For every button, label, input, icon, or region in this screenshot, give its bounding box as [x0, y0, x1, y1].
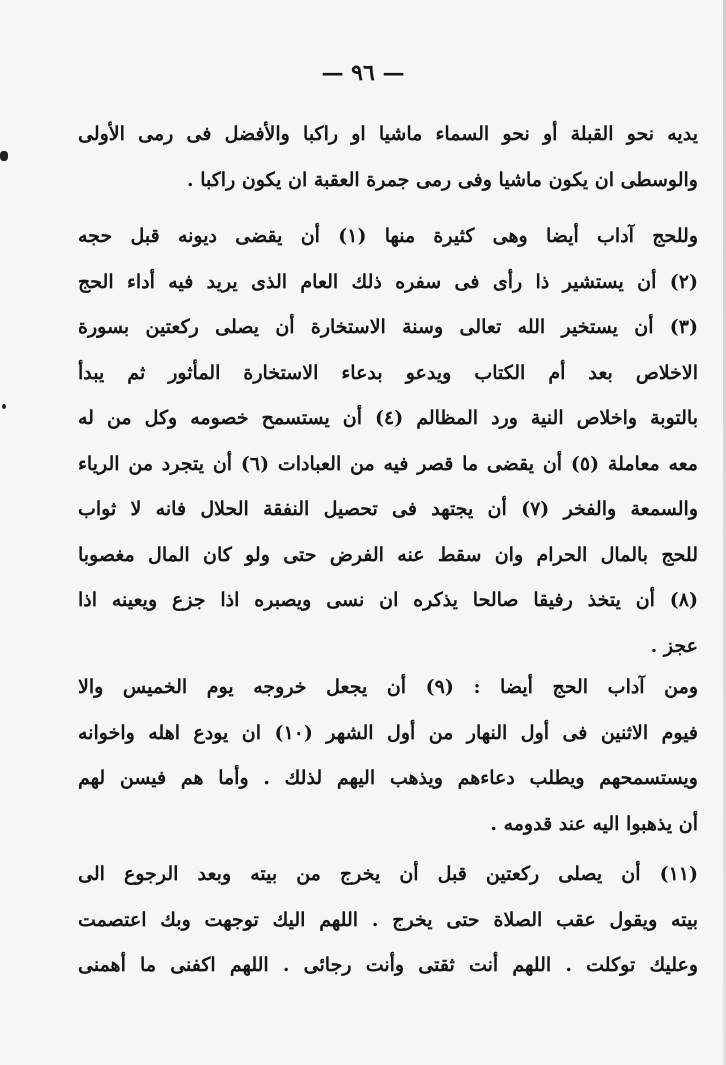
page-number: — ٩٦ — [321, 60, 405, 86]
text-line: والسمعة والفخر (٧) أن يجتهد فى تحصيل النفقة الحلال فانه لا ثواب [78, 498, 698, 520]
text-line: بالتوبة واخلاص النية ورد المظالم (٤) أن يستسمح خصومه وكل من له [78, 407, 698, 429]
text-line: عجز . [650, 634, 698, 657]
text-line: ومن آداب الحج أيضا : (٩) أن يجعل خروجه يوم الخميس والا [78, 676, 698, 698]
paragraph-prayer-before-leaving [78, 852, 698, 989]
text-line: بيته ويقول عقب الصلاة حتى يخرج . اللهم اليك توجهت وبك اعتصمت [78, 908, 698, 931]
text-line: أن يذهبوا اليه عند قدومه . [490, 812, 698, 835]
text-line: وعليك توكلت . اللهم أنت ثقتى وأنت رجائى . اللهم اكفنى ما أهمنى [78, 954, 698, 976]
margin-ink-dot [2, 404, 6, 409]
text-line: والوسطى ان يكون ماشيا وفى رمى جمرة العقبة ان يكون راكبا . [187, 168, 698, 191]
text-line: الاخلاص بعد أم الكتاب ويدعو بدعاء الاستخارة المأثور ثم يبدأ [78, 361, 698, 384]
paragraph-rami-continuation [78, 112, 698, 203]
paragraph-hajj-etiquette [78, 214, 698, 669]
text-line: ويستسمحهم ويطلب دعاءهم ويذهب اليهم لذلك . وأما هم فيسن لهم [78, 767, 698, 789]
text-line: للحج بالمال الحرام وان سقط عنه الفرض حتى ولو كان المال مغصوبا [78, 543, 698, 566]
text-line: (٣) أن يستخير الله تعالى وسنة الاستخارة أن يصلى ركعتين بسورة [78, 316, 698, 338]
paragraph-departure-day [78, 665, 698, 847]
text-line: وللحج آداب أيضا وهى كثيرة منها (١) أن يقضى ديونه قبل حجه [78, 225, 698, 247]
text-line: يديه نحو القبلة أو نحو السماء ماشيا او راكبا والأفضل فى رمى الأولى [78, 123, 698, 145]
text-line: فيوم الاثنين فى أول النهار من أول الشهر (١٠) ان يودع اهله واخوانه [78, 721, 698, 744]
text-line: معه معاملة (٥) أن يقضى ما قصر فيه من العبادات (٦) أن يتجرد من الرياء [78, 452, 698, 475]
text-line: (٨) أن يتخذ رفيقا صالحا يذكره ان نسى ويصبره اذا جزع ويعينه اذا [78, 589, 698, 611]
text-line: (١١) أن يصلى ركعتين قبل أن يخرج من بيته وبعد الرجوع الى [78, 863, 698, 885]
margin-ink-mark [0, 151, 8, 161]
text-line: (٢) أن يستشير ذا رأى فى سفره ذلك العام الذى يريد فيه أداء الحج [78, 270, 698, 293]
